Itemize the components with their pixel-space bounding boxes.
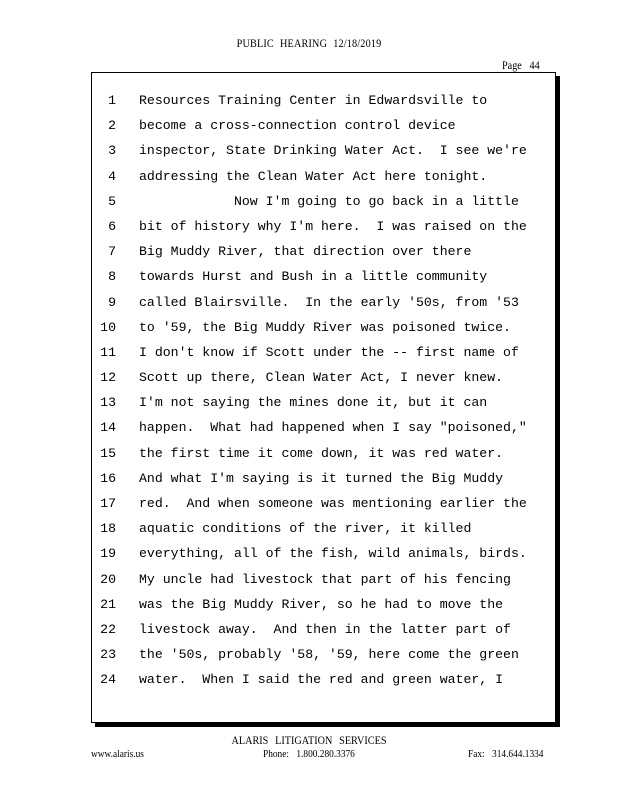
- transcript-line: [0, 217, 618, 242]
- line-number: 21: [100, 596, 116, 612]
- line-text: the '50s, probably '58, '59, here come the green: [139, 647, 519, 663]
- transcript-line: [0, 242, 618, 267]
- line-number: 17: [100, 496, 116, 511]
- line-number: 3: [108, 143, 116, 159]
- page-number-label: [502, 58, 540, 73]
- line-number: 9: [108, 294, 116, 310]
- line-text: the first time it come down, it was red water.: [139, 445, 504, 461]
- line-number: 11: [100, 344, 116, 360]
- transcript-line: [0, 494, 618, 519]
- header-title: PUBLIC HEARING 12/18/2019: [236, 36, 382, 50]
- line-text: addressing the Clean Water Act here tonight.: [139, 168, 488, 184]
- transcript-line: [0, 141, 618, 166]
- line-number: 2: [108, 118, 116, 134]
- footer-website: www.alaris.us: [91, 748, 144, 760]
- page-header: [46, 36, 571, 51]
- line-number: 24: [100, 672, 116, 688]
- line-number: 8: [108, 269, 116, 285]
- transcript-line: [0, 444, 618, 469]
- transcript-line: [0, 620, 618, 645]
- transcript-line: [0, 418, 618, 443]
- line-number: 18: [100, 521, 116, 537]
- transcript-line: [0, 544, 618, 569]
- transcript-line: [0, 192, 618, 217]
- page-label-text: Page: [502, 58, 522, 72]
- transcript-line: [0, 318, 618, 343]
- line-number: 5: [108, 193, 116, 209]
- line-number: 1: [108, 93, 116, 108]
- line-number: 22: [100, 621, 116, 637]
- transcript-line: [0, 519, 618, 544]
- line-number: 16: [100, 470, 116, 486]
- line-number: 13: [100, 395, 116, 411]
- line-text: red. And when someone was mentioning earlier the: [139, 496, 527, 511]
- footer-company: ALARIS LITIGATION SERVICES: [231, 733, 387, 747]
- line-number: 4: [108, 168, 116, 184]
- line-text: I don't know if Scott under the -- first name of: [139, 344, 519, 360]
- line-text: bit of history why I'm here. I was raised on the: [139, 218, 527, 234]
- line-text: to '59, the Big Muddy River was poisoned twice.: [139, 319, 511, 335]
- line-text: Scott up there, Clean Water Act, I never knew.: [139, 370, 504, 386]
- line-number: 7: [108, 244, 116, 260]
- transcript-line: [0, 167, 618, 192]
- footer-phone: Phone: 1.800.280.3376: [263, 748, 355, 760]
- line-number: 19: [100, 546, 116, 562]
- line-text: livestock away. And then in the latter part of: [139, 621, 511, 637]
- line-number: 14: [100, 420, 116, 436]
- transcript-line: [0, 645, 618, 670]
- line-text: was the Big Muddy River, so he had to move the: [139, 596, 504, 612]
- transcript-line: [0, 670, 618, 695]
- transcript-line: [0, 293, 618, 318]
- line-text: become a cross-connection control device: [139, 118, 456, 134]
- line-text: Resources Training Center in Edwardsville to: [139, 93, 488, 108]
- transcript-line: [0, 469, 618, 494]
- transcript-line: [0, 393, 618, 418]
- line-text: I'm not saying the mines done it, but it can: [139, 395, 488, 411]
- line-number: 15: [100, 445, 116, 461]
- line-number: 12: [100, 370, 116, 386]
- line-text: happen. What had happened when I say "poisoned,": [139, 420, 527, 436]
- line-text: called Blairsville. In the early '50s, from '53: [139, 294, 519, 310]
- transcript-line: [0, 116, 618, 141]
- line-number: 6: [108, 218, 116, 234]
- transcript-lines: [0, 91, 618, 696]
- line-text: inspector, State Drinking Water Act. I see we're: [139, 143, 527, 159]
- line-text: Now I'm going to go back in a little: [139, 193, 519, 209]
- transcript-line: [0, 267, 618, 292]
- footer-fax: Fax: 314.644.1334: [468, 748, 544, 760]
- line-number: 23: [100, 647, 116, 663]
- line-text: My uncle had livestock that part of his fencing: [139, 571, 511, 587]
- transcript-line: [0, 343, 618, 368]
- page-number: 44: [529, 58, 540, 72]
- transcript-line: [0, 595, 618, 620]
- line-text: aquatic conditions of the river, it killed: [139, 521, 472, 537]
- transcript-line: [0, 570, 618, 595]
- line-number: 10: [100, 319, 116, 335]
- line-number: 20: [100, 571, 116, 587]
- line-text: Big Muddy River, that direction over there: [139, 244, 472, 260]
- line-text: towards Hurst and Bush in a little community: [139, 269, 488, 285]
- transcript-line: [0, 368, 618, 393]
- transcript-line: [0, 91, 618, 116]
- line-text: water. When I said the red and green water, I: [139, 672, 504, 688]
- line-text: everything, all of the fish, wild animals, birds.: [139, 546, 527, 562]
- line-text: And what I'm saying is it turned the Big Muddy: [139, 470, 504, 486]
